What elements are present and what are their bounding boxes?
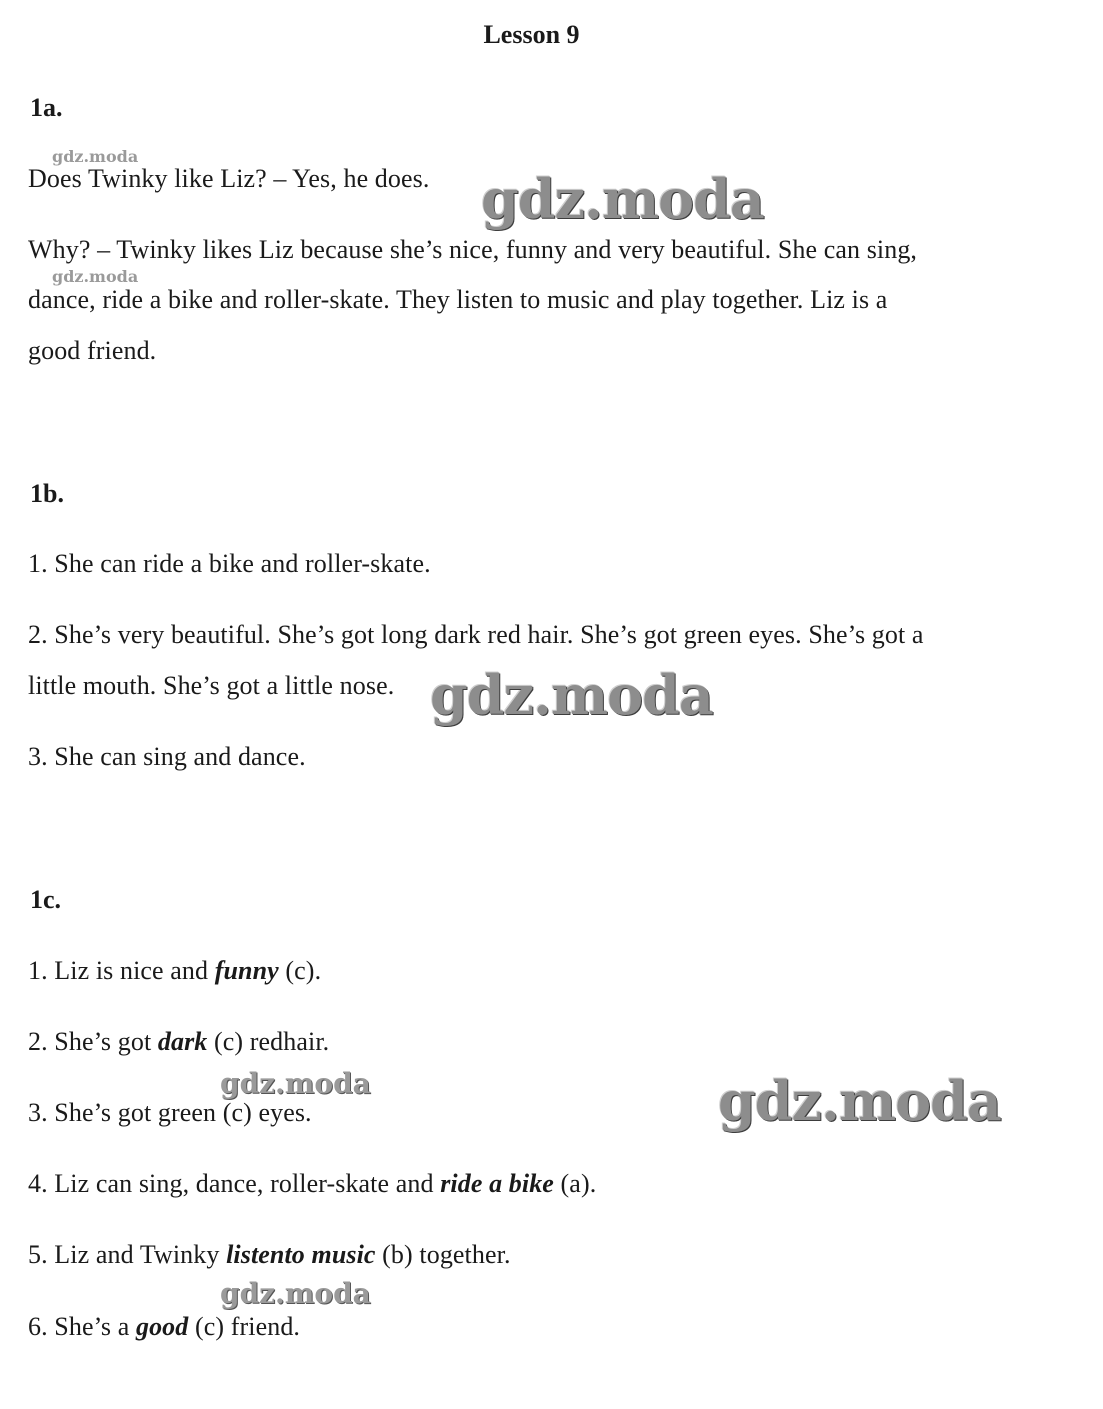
watermark-large: gdz.moda (481, 167, 764, 231)
section-1b-heading: 1b. (30, 479, 64, 508)
section-1a-line-1: Does Twinky like Liz? – Yes, he does. (28, 164, 430, 193)
section-1a-line-3: dance, ride a bike and roller-skate. They listen to music and play together. Liz is a (28, 285, 888, 314)
answer-item: 3. She’s got green (c) eyes. (28, 1098, 312, 1127)
section-1a-line-4: good friend. (28, 336, 157, 365)
page-title: Lesson 9 (483, 20, 580, 49)
section-1b-line-2: 2. She’s very beautiful. She’s got long dark red hair. She’s got green eyes. She’s got a (28, 620, 924, 649)
answer-word: good (135, 1312, 189, 1341)
watermark-small: gdz.moda (52, 147, 139, 166)
watermark-medium: gdz.moda (220, 1067, 371, 1100)
watermark-medium: gdz.moda (220, 1277, 371, 1310)
section-1b-line-3: little mouth. She’s got a little nose. (28, 671, 395, 700)
section-1c-heading: 1c. (30, 885, 62, 914)
answer-item: 6. She’s a good (c) friend. (28, 1312, 301, 1341)
answer-word: ride a bike (440, 1169, 554, 1198)
answer-word: listento music (226, 1240, 376, 1269)
section-1b-line-4: 3. She can sing and dance. (28, 742, 306, 771)
answer-item: 4. Liz can sing, dance, roller-skate and ride a bike (a). (28, 1169, 597, 1198)
section-1a-heading: 1a. (30, 93, 63, 122)
answer-item: 5. Liz and Twinky listento music (b) together. (28, 1240, 511, 1269)
watermark-large: gdz.moda (718, 1069, 1001, 1133)
watermark-large: gdz.moda (430, 663, 713, 727)
answer-item: 2. She’s got dark (c) redhair. (28, 1027, 330, 1056)
watermark-small: gdz.moda (52, 267, 139, 286)
answer-word: dark (157, 1027, 208, 1056)
section-1b-line-1: 1. She can ride a bike and roller-skate. (28, 549, 431, 578)
answer-item: 1. Liz is nice and funny (c). (28, 956, 322, 985)
section-1a-line-2: Why? – Twinky likes Liz because she’s nice, funny and very beautiful. She can sing, (28, 235, 918, 264)
answer-word: funny (214, 956, 279, 985)
